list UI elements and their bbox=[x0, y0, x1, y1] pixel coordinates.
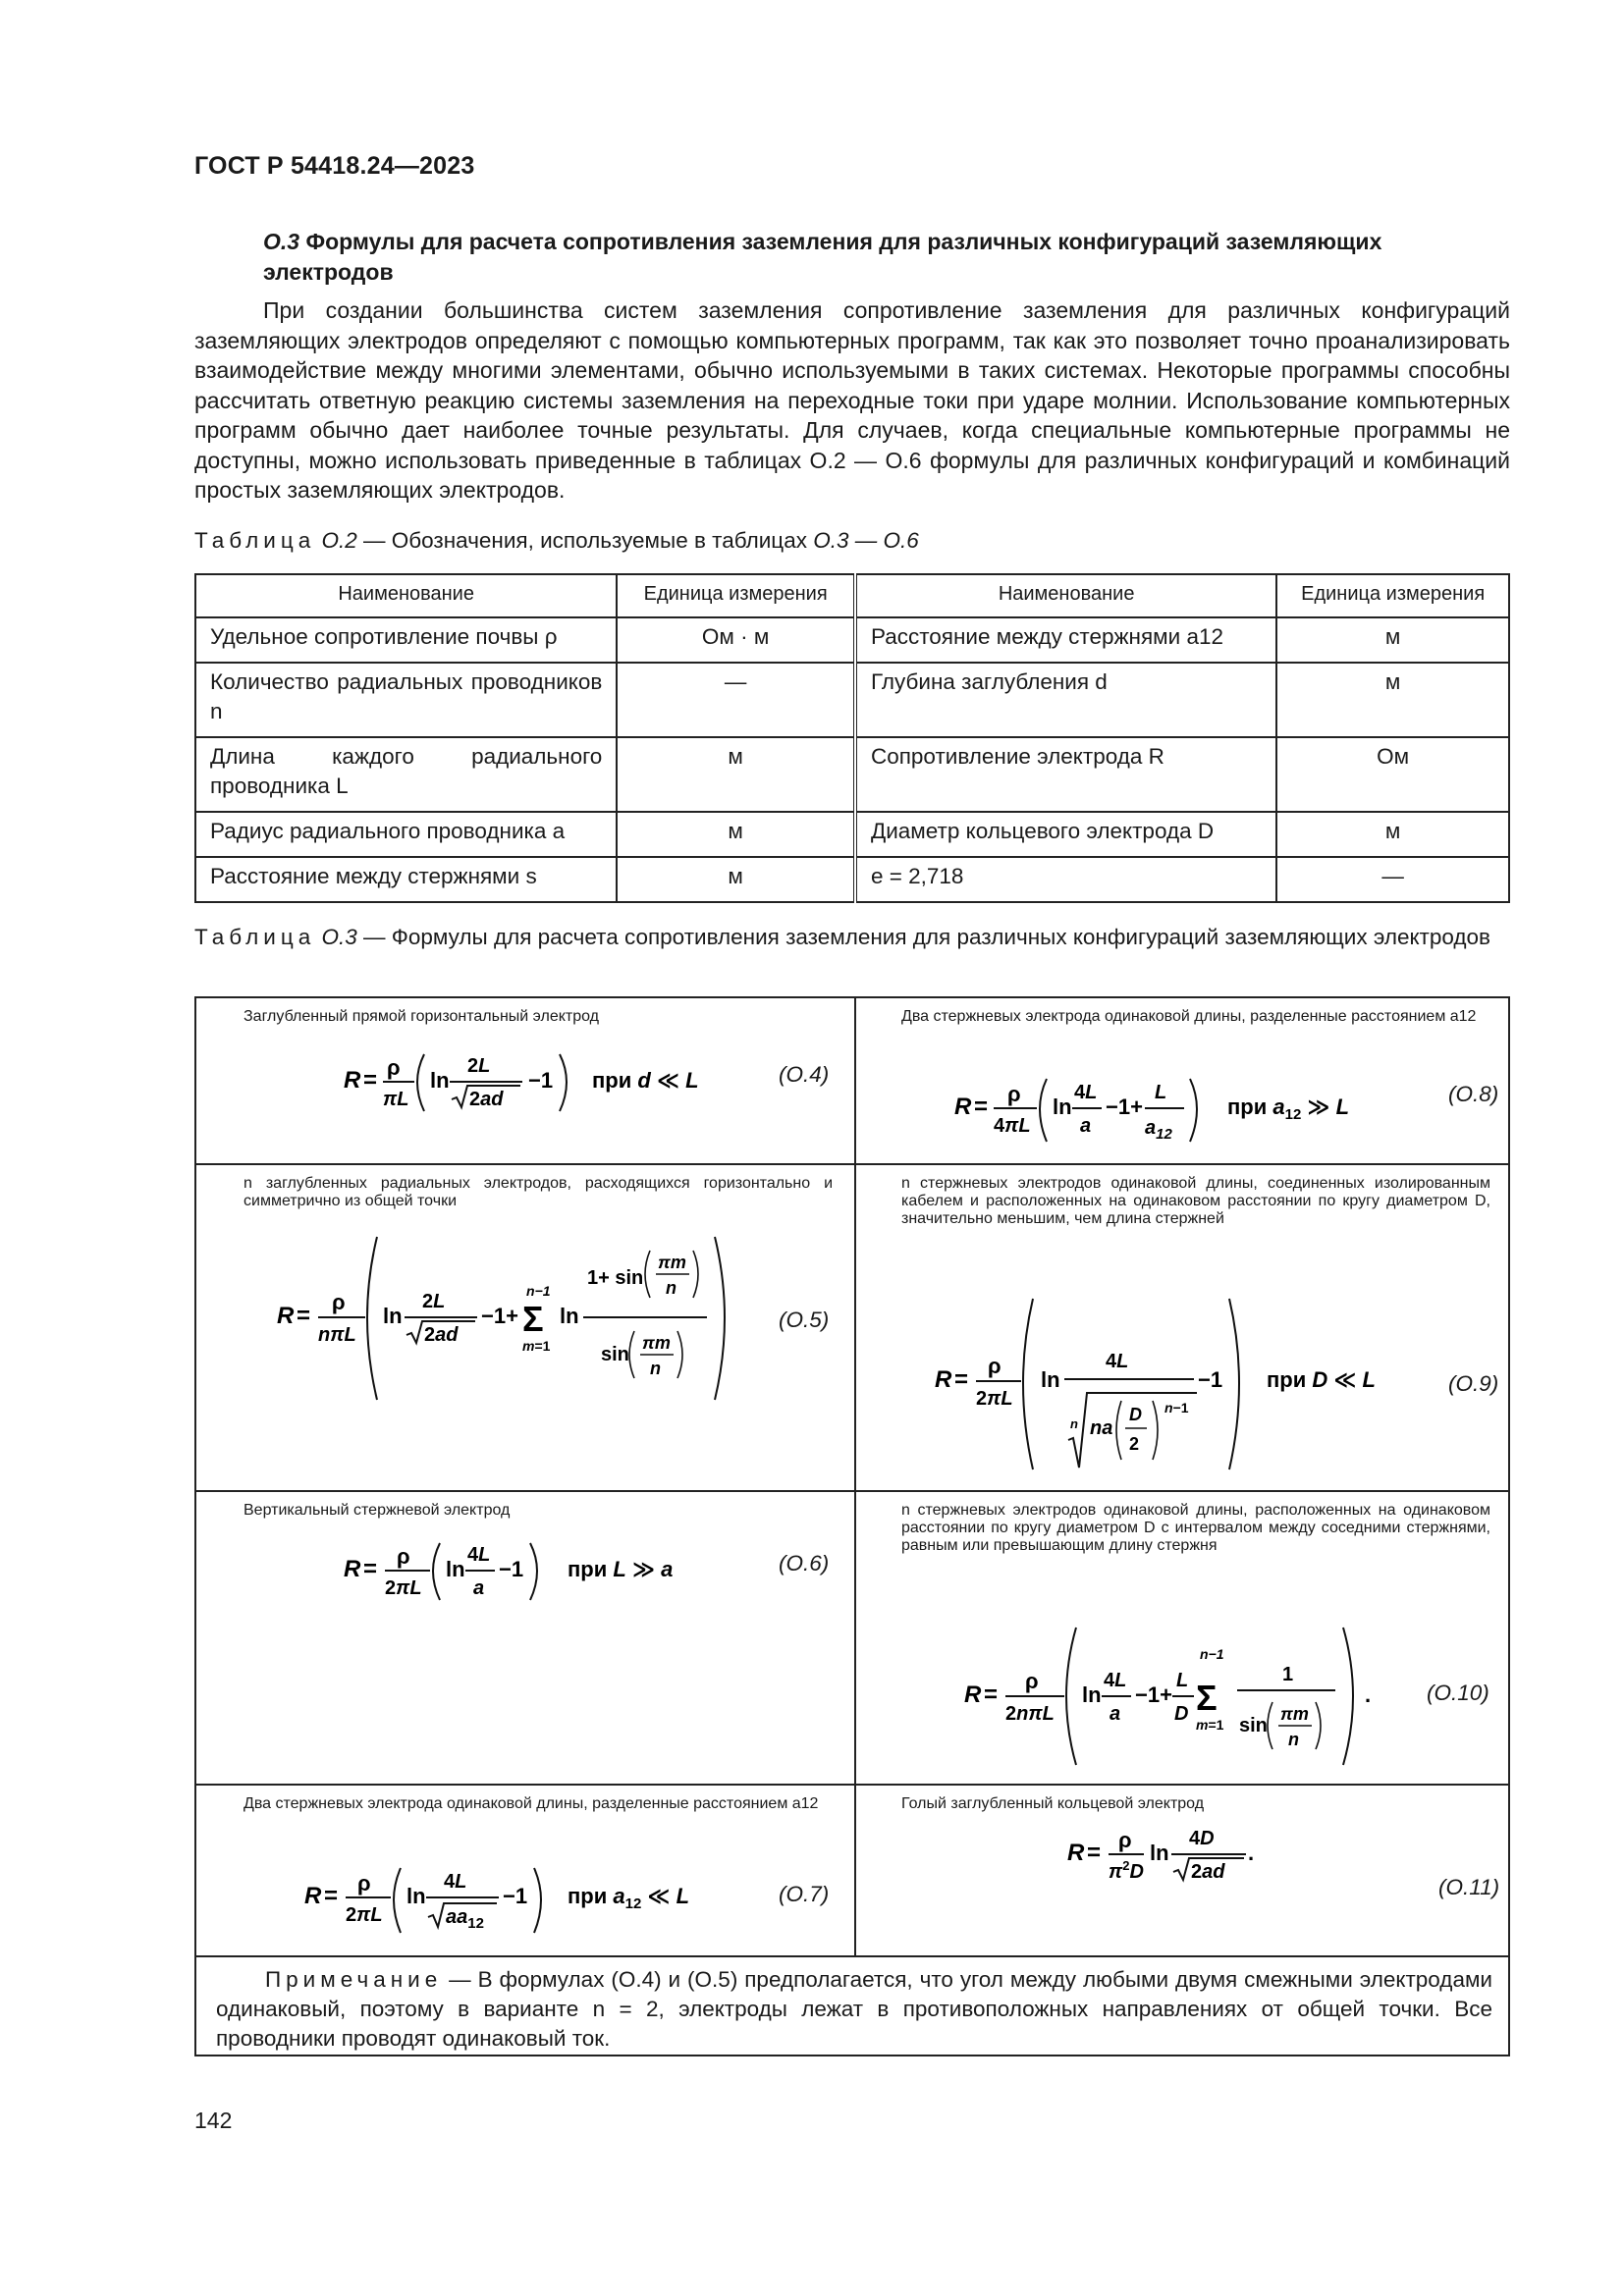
svg-text:R: R bbox=[344, 1556, 361, 1582]
svg-text:ln: ln bbox=[560, 1304, 579, 1328]
formula-o9-graphic bbox=[933, 1293, 1443, 1479]
svg-text:ln: ln bbox=[406, 1884, 426, 1908]
section-title-text: Формулы для расчета сопротивления заземления для различных конфигураций заземляющих электродов bbox=[263, 229, 1382, 285]
formula-o8-graphic bbox=[952, 1067, 1424, 1155]
svg-text:n: n bbox=[1070, 1416, 1078, 1431]
column-header: Наименование bbox=[855, 574, 1276, 617]
intro-paragraph: При создании большинства систем заземления сопротивление заземления для различных конфигураций заземляющих электродов определяют с помощью компьютерных программ, так как это позволяет точно проанализировать взаимодействие между многими элементами, обычно используемыми в таких системах. Некоторые программы способны рассчитать ответную реакцию системы заземления на переходные токи при ударе молнии. Использование компьютерных программ обычно дает наиболее точные результаты. Для случаев, когда специальные компьютерные программы не доступны, можно использовать приведенные в таблицах О.2 — О.6 формулы для различных конфигураций и комбинаций простых заземляющих электродов. bbox=[194, 297, 1510, 503]
svg-text:πL: πL bbox=[383, 1089, 409, 1110]
equation-number: (О.10) bbox=[1427, 1681, 1489, 1705]
table-row: Радиус радиального проводника a м Диаметр кольцевого электрода D м bbox=[195, 812, 1509, 857]
svg-text:n−1: n−1 bbox=[1164, 1400, 1189, 1415]
svg-text:=: = bbox=[954, 1366, 969, 1393]
svg-text:n−1: n−1 bbox=[526, 1283, 551, 1299]
svg-text:D: D bbox=[1174, 1703, 1189, 1725]
formula-o5-graphic bbox=[275, 1229, 766, 1406]
svg-text:m=1: m=1 bbox=[522, 1338, 551, 1354]
formula-o10-graphic bbox=[962, 1622, 1424, 1769]
svg-text:ρ: ρ bbox=[397, 1544, 410, 1569]
svg-text:=: = bbox=[974, 1094, 989, 1120]
svg-text:4L: 4L bbox=[1104, 1670, 1127, 1691]
divider bbox=[196, 1955, 1510, 1957]
svg-text:πm: πm bbox=[658, 1253, 686, 1272]
table3-caption: Таблица О.3 — Формулы для расчета сопротивления заземления для различных конфигураций заземляющих электродов bbox=[194, 925, 1490, 949]
svg-text:R: R bbox=[935, 1366, 952, 1393]
section-number: O.3 bbox=[263, 229, 300, 254]
svg-text:L: L bbox=[1155, 1082, 1167, 1103]
svg-text:n: n bbox=[650, 1359, 661, 1378]
svg-text:4πL: 4πL bbox=[994, 1115, 1031, 1137]
svg-text:Σ: Σ bbox=[522, 1299, 544, 1339]
formula-description: n стержневых электродов одинаковой длины, расположенных на одинаковом расстоянии по кругу диаметром D с интервалом между соседними стержнями, равным или превышающим длину стержня bbox=[901, 1502, 1490, 1554]
svg-text:ρ: ρ bbox=[387, 1055, 401, 1080]
table-note: Примечание — В формулах (О.4) и (О.5) предполагается, что угол между любыми двумя смежными электродами одинаковый, поэтому в варианте n = 2, электроды лежат в противоположных направлениях от общей точки. Все проводники проводят одинаковый ток. bbox=[216, 1967, 1492, 2051]
document-header: ГОСТ Р 54418.24—2023 bbox=[194, 152, 475, 180]
divider bbox=[196, 1163, 1510, 1165]
equation-number: (О.9) bbox=[1448, 1371, 1499, 1396]
svg-text:R: R bbox=[964, 1682, 982, 1708]
svg-text:при a12 ≪ L: при $a_{12}$ ≪ L bbox=[568, 1884, 690, 1912]
svg-text:при d ≪ L: при d ≪ L bbox=[592, 1068, 699, 1093]
section-title bbox=[263, 227, 1510, 288]
equation-number: (О.8) bbox=[1448, 1082, 1499, 1106]
table-row: Удельное сопротивление почвы ρ Ом · м Расстояние между стержнями a12 м bbox=[195, 617, 1509, 663]
svg-text:2πL: 2πL bbox=[976, 1388, 1013, 1410]
formula-description: Заглубленный прямой горизонтальный электрод bbox=[244, 1008, 600, 1025]
svg-text:−1+: −1+ bbox=[481, 1304, 518, 1328]
svg-text:πm: πm bbox=[642, 1333, 671, 1353]
svg-text:R: R bbox=[954, 1094, 972, 1120]
svg-text:при L ≫ a: при L ≫ a bbox=[568, 1557, 674, 1581]
svg-text:−1+: −1+ bbox=[1135, 1682, 1172, 1707]
svg-text:ρ: ρ bbox=[988, 1354, 1001, 1378]
svg-text:ln: ln bbox=[446, 1557, 465, 1581]
formula-o6 bbox=[342, 1533, 715, 1612]
svg-text:2πL: 2πL bbox=[385, 1577, 422, 1599]
svg-text:R: R bbox=[1067, 1840, 1085, 1866]
svg-text:a: a bbox=[1080, 1115, 1092, 1137]
svg-text:1: 1 bbox=[1282, 1664, 1294, 1685]
formulas-table bbox=[194, 996, 1510, 2056]
svg-text:R: R bbox=[304, 1883, 322, 1909]
equation-number: (О.4) bbox=[779, 1062, 830, 1087]
svg-text:.: . bbox=[1365, 1682, 1372, 1707]
svg-text:aa12: $aa_{12}$ bbox=[446, 1906, 484, 1932]
svg-text:ln: ln bbox=[1150, 1841, 1169, 1865]
svg-text:4L: 4L bbox=[444, 1871, 467, 1893]
svg-text:a: a bbox=[473, 1577, 485, 1599]
formula-o5 bbox=[275, 1229, 766, 1406]
svg-text:n: n bbox=[666, 1278, 677, 1298]
svg-text:−1: −1 bbox=[528, 1068, 554, 1093]
svg-text:−1: −1 bbox=[1198, 1367, 1223, 1392]
svg-text:2: 2 bbox=[1129, 1434, 1140, 1454]
svg-text:ln: ln bbox=[1053, 1095, 1072, 1119]
svg-text:при D ≪ L: при D ≪ L bbox=[1267, 1367, 1376, 1392]
svg-text:π2D: $\pi^2D$ bbox=[1109, 1858, 1144, 1883]
table-row: Количество радиальных проводников n — Глубина заглубления d м bbox=[195, 663, 1509, 737]
formula-o9 bbox=[933, 1293, 1443, 1479]
svg-text:na: na bbox=[1090, 1417, 1113, 1439]
svg-text:=: = bbox=[324, 1883, 339, 1909]
svg-text:ln: ln bbox=[430, 1068, 450, 1093]
svg-text:2L: 2L bbox=[467, 1055, 491, 1077]
equation-number: (О.11) bbox=[1438, 1875, 1500, 1899]
svg-text:Σ: Σ bbox=[1196, 1678, 1218, 1718]
formula-description: Вертикальный стержневой электрод bbox=[244, 1502, 511, 1519]
table-row: Длина каждого радиального проводника L м Сопротивление электрода R Ом bbox=[195, 737, 1509, 812]
formula-o11-graphic bbox=[1065, 1823, 1301, 1892]
formula-o11 bbox=[1065, 1823, 1301, 1892]
table-row: Расстояние между стержнями s м e = 2,718 — bbox=[195, 857, 1509, 902]
svg-text:ρ: ρ bbox=[332, 1290, 346, 1314]
svg-text:n: n bbox=[1288, 1730, 1299, 1749]
svg-text:4L: 4L bbox=[1106, 1351, 1129, 1372]
formula-o4 bbox=[342, 1042, 715, 1121]
svg-text:a12: $a_{12}$ bbox=[1145, 1117, 1172, 1143]
svg-text:ln: ln bbox=[1082, 1682, 1102, 1707]
svg-text:2L: 2L bbox=[422, 1291, 446, 1312]
divider bbox=[854, 998, 856, 1955]
formula-description: n заглубленных радиальных электродов, расходящихся горизонтально и симметрично из общей точки bbox=[244, 1175, 833, 1209]
svg-text:πm: πm bbox=[1280, 1704, 1309, 1724]
formula-o8 bbox=[952, 1067, 1424, 1155]
svg-text:sin: sin bbox=[601, 1344, 629, 1365]
svg-text:ln: ln bbox=[383, 1304, 403, 1328]
formula-o6-graphic bbox=[342, 1533, 715, 1612]
svg-text:−1: −1 bbox=[503, 1884, 528, 1908]
svg-text:2πL: 2πL bbox=[346, 1904, 383, 1926]
svg-text:ρ: ρ bbox=[1007, 1082, 1021, 1106]
svg-text:R: R bbox=[344, 1067, 361, 1094]
formula-description: Два стержневых электрода одинаковой длины, разделенные расстоянием a12 bbox=[244, 1795, 819, 1812]
page-number: 142 bbox=[194, 2108, 233, 2133]
divider bbox=[196, 1490, 1510, 1492]
svg-text:−1+: −1+ bbox=[1106, 1095, 1143, 1119]
formula-o10 bbox=[962, 1622, 1424, 1769]
designations-table bbox=[194, 573, 1510, 903]
column-header: Единица измерения bbox=[1276, 574, 1509, 617]
svg-text:2nπL: 2nπL bbox=[1005, 1703, 1055, 1725]
equation-number: (О.6) bbox=[779, 1551, 830, 1575]
svg-text:ρ: ρ bbox=[1118, 1828, 1132, 1852]
svg-text:4L: 4L bbox=[467, 1544, 491, 1566]
svg-text:4L: 4L bbox=[1074, 1082, 1098, 1103]
formula-description: Два стержневых электрода одинаковой длины, разделенные расстоянием a12 bbox=[901, 1008, 1477, 1025]
svg-text:при a12 ≫ L: при $a_{12}$ ≫ L bbox=[1227, 1095, 1350, 1123]
svg-text:=: = bbox=[1087, 1840, 1102, 1866]
svg-text:=: = bbox=[363, 1067, 378, 1094]
table-header-row bbox=[195, 574, 1509, 617]
divider bbox=[196, 1784, 1510, 1786]
svg-text:=: = bbox=[363, 1556, 378, 1582]
svg-text:2ad: 2ad bbox=[424, 1324, 459, 1346]
svg-text:m=1: m=1 bbox=[1196, 1717, 1224, 1733]
svg-text:4D: 4D bbox=[1189, 1828, 1215, 1849]
equation-number: (О.7) bbox=[779, 1882, 830, 1906]
svg-text:ln: ln bbox=[1041, 1367, 1060, 1392]
formula-description: Голый заглубленный кольцевой электрод bbox=[901, 1795, 1205, 1812]
svg-text:−1: −1 bbox=[499, 1557, 524, 1581]
svg-text:ρ: ρ bbox=[1025, 1669, 1039, 1693]
svg-text:2ad: 2ad bbox=[1191, 1861, 1225, 1883]
svg-text:n−1: n−1 bbox=[1200, 1646, 1224, 1662]
svg-text:2ad: 2ad bbox=[469, 1089, 504, 1110]
svg-text:.: . bbox=[1248, 1841, 1255, 1865]
formula-o7 bbox=[302, 1860, 715, 1945]
svg-text:sin: sin bbox=[1239, 1715, 1268, 1736]
svg-text:R: R bbox=[277, 1303, 295, 1329]
svg-text:=: = bbox=[297, 1303, 311, 1329]
svg-text:=: = bbox=[984, 1682, 999, 1708]
svg-text:a: a bbox=[1110, 1703, 1121, 1725]
svg-text:nπL: nπL bbox=[318, 1324, 356, 1346]
svg-text:ρ: ρ bbox=[357, 1871, 371, 1896]
table2-caption: Таблица О.2 — Обозначения, используемые в таблицах О.3 — О.6 bbox=[194, 528, 919, 553]
formula-description: n стержневых электродов одинаковой длины, соединенных изолированным кабелем и расположенных на одинаковом расстоянии по кругу диаметром D, значительно меньшим, чем длина стержней bbox=[901, 1175, 1490, 1227]
column-header: Единица измерения bbox=[617, 574, 855, 617]
formula-o4-graphic bbox=[342, 1042, 715, 1121]
svg-text:1+ sin: 1+ sin bbox=[587, 1267, 644, 1289]
equation-number: (О.5) bbox=[779, 1308, 830, 1332]
formula-o7-graphic bbox=[302, 1860, 715, 1945]
svg-text:L: L bbox=[1176, 1670, 1189, 1691]
svg-text:D: D bbox=[1129, 1405, 1142, 1424]
column-header: Наименование bbox=[195, 574, 617, 617]
